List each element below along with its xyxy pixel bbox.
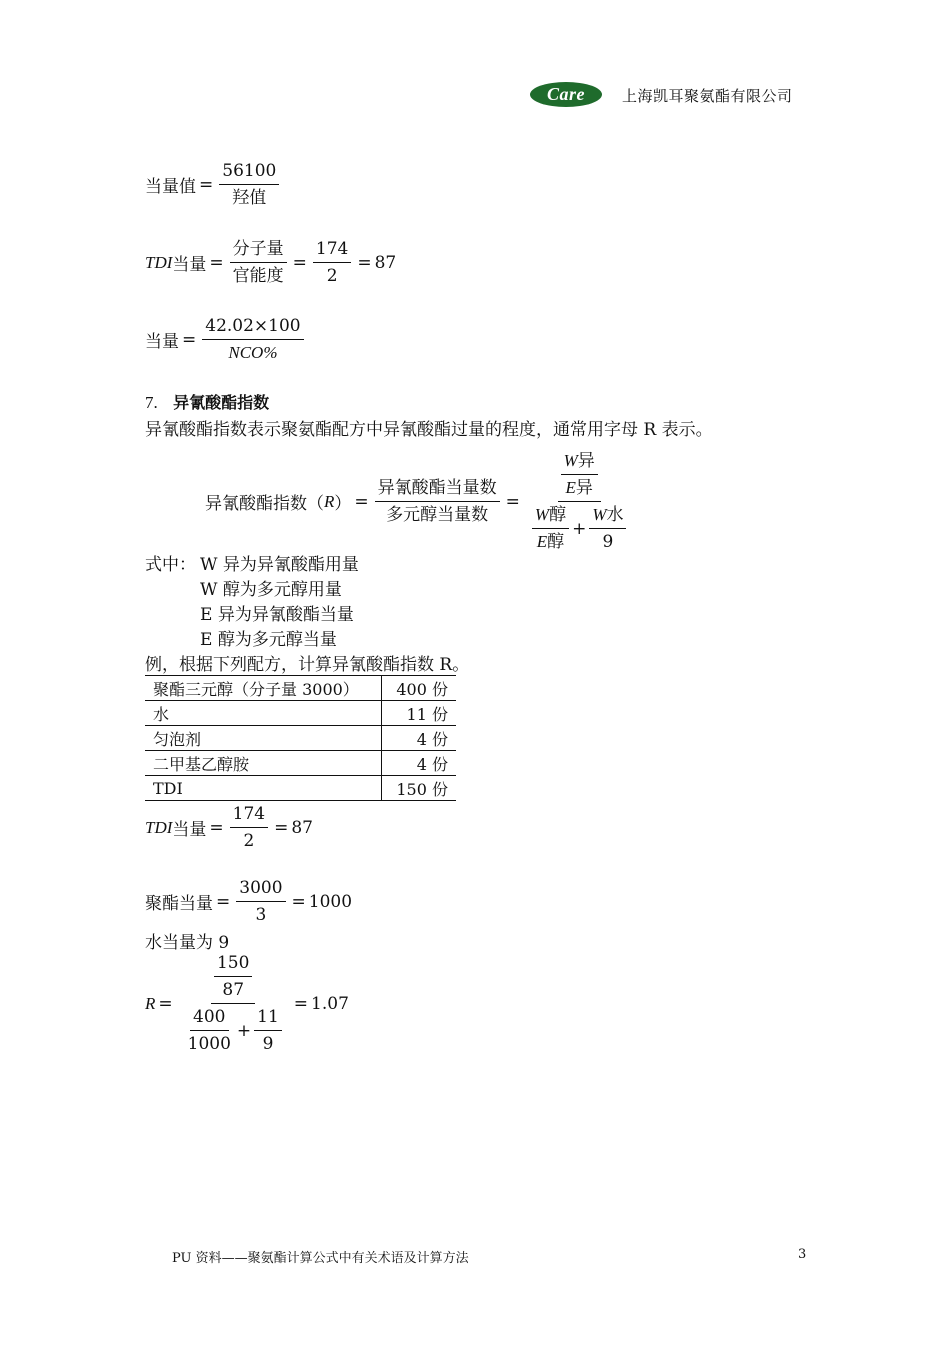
calc-polyester-equivalent: 聚酯当量 = $\frac{3000}{3}$ = 1000	[145, 878, 353, 925]
definition-item: E 异为异氰酸酯当量	[200, 605, 354, 625]
definitions-intro: 式中：	[145, 555, 196, 575]
intro-paragraph: 异氰酸酯指数表示聚氨酯配方中异氰酸酯过量的程度，通常用字母 R 表示。	[145, 420, 713, 440]
page-number: 3	[798, 1247, 807, 1262]
isocyanate-index-formula: 异氰酸酯指数（ R ） = $\frac{\text{异氰酸酯当量数}}{\text{多元醇当量数}}$ = $\frac{\text{W异}}{\text{E异}}$ $\frac{\text{W醇}}{\text{E醇}}$ + $\frac{\text{W水}}{9}$	[205, 450, 635, 553]
definition-item: W 异为异氰酸酯用量	[200, 555, 359, 575]
calc-tdi-equivalent: TDI 当量 = $\frac{174}{2}$ = 87	[145, 804, 313, 851]
calc-isocyanate-index: R = $\frac{150}{87}$ $\frac{400}{1000}$ + $\frac{11}{9}$ = 1.07	[145, 953, 349, 1054]
table-row: 二甲基乙醇胺 4 份	[145, 751, 456, 776]
water-equivalent-text: 水当量为 9	[145, 933, 230, 953]
table-row: 水 11 份	[145, 701, 456, 726]
table-row: 聚酯三元醇（分子量 3000） 400 份	[145, 676, 456, 701]
table-row: 匀泡剂 4 份	[145, 726, 456, 751]
footer-title: PU 资料——聚氨酯计算公式中有关术语及计算方法	[172, 1251, 469, 1266]
company-name: 上海凯耳聚氨酯有限公司	[622, 87, 793, 105]
company-logo: Care	[530, 82, 602, 107]
example-text: 例，根据下列配方，计算异氰酸酯指数 R。	[145, 655, 470, 675]
equation-nco-equivalent: 当量 = $\frac{42.02\times 100}{\text{NCO\%}}$	[145, 315, 307, 364]
equation-equivalent-value: 当量值 = $\frac{56100}{\text{羟值}}$	[145, 160, 282, 209]
equation-tdi-equivalent: TDI 当量 = $\frac{\text{分子量}}{\text{官能度}}$ = $\frac{174}{2}$ = 87	[145, 239, 397, 286]
table-row: TDI 150 份	[145, 776, 456, 801]
definition-item: E 醇为多元醇当量	[200, 630, 337, 650]
section-heading: 7. 异氰酸酯指数	[145, 393, 270, 412]
definition-item: W 醇为多元醇用量	[200, 580, 342, 600]
formula-table	[145, 675, 456, 801]
